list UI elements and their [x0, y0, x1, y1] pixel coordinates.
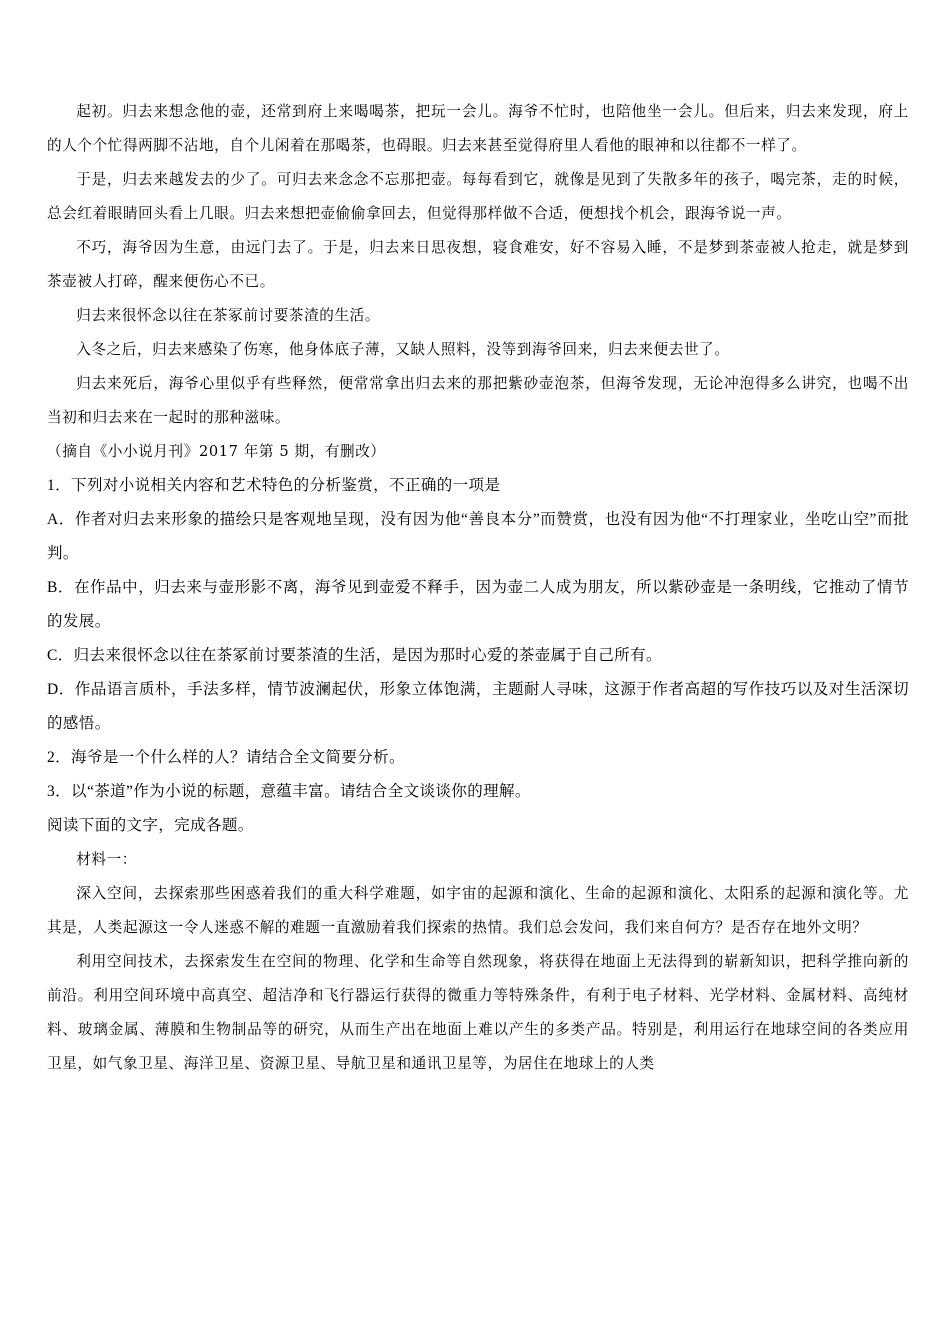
story-paragraph-3: 不巧，海爷因为生意，由远门去了。于是，归去来日思夜想，寝食难安，好不容易入睡，不是梦到茶壶被人抢走，就是梦到茶壶被人打碎，醒来便伤心不已。	[47, 239, 909, 290]
story-paragraph-5: 入冬之后，归去来感染了伤寒，他身体底子薄，又缺人照料，没等到海爷回来，归去来便去世了。	[76, 341, 730, 358]
question-2: 2．海爷是一个什么样的人？请结合全文简要分析。	[47, 749, 405, 766]
reading-instruction: 阅读下面的文字，完成各题。	[47, 817, 254, 834]
option-a: A．作者对归去来形象的描绘只是客观地呈现，没有因为他“善良本分”而赞赏，也没有因为他“不打理家业，坐吃山空”而批判。	[47, 511, 909, 562]
story-paragraph-6: 归去来死后，海爷心里似乎有些释然，便常常拿出归去来的那把紫砂壶泡茶，但海爷发现，无论冲泡得多么讲究，也喝不出当初和归去来在一起时的那种滋味。	[47, 375, 909, 426]
question-3: 3．以“茶道”作为小说的标题，意蕴丰富。请结合全文谈谈你的理解。	[47, 783, 531, 800]
option-d: D．作品语言质朴，手法多样，情节波澜起伏，形象立体饱满，主题耐人寻味，这源于作者高超的写作技巧以及对生活深切的感悟。	[47, 681, 909, 732]
material-paragraph-1: 深入空间，去探索那些困惑着我们的重大科学难题，如宇宙的起源和演化、生命的起源和演化、太阳系的起源和演化等。尤其是，人类起源这一令人迷惑不解的难题一直激励着我们探索的热情。我们总会发问，我们来自何方？是否存在地外文明？	[47, 885, 909, 936]
story-paragraph-4: 归去来很怀念以往在茶冢前讨要茶渣的生活。	[76, 307, 381, 324]
question-1: 1．下列对小说相关内容和艺术特色的分析鉴赏，不正确的一项是	[47, 477, 501, 494]
story-source: （摘自《小小说月刊》2017 年第 5 期，有删改）	[47, 443, 386, 460]
material-paragraph-2: 利用空间技术，去探索发生在空间的物理、化学和生命等自然现象，将获得在地面上无法得到的崭新知识，把科学推向新的前沿。利用空间环境中高真空、超洁净和飞行器运行获得的微重力等特殊条件，有利于电子材料、光学材料、金属材料、高纯材料、玻璃金属、薄膜和生物制品等的研究，从而生产出在地面上难以产生的多类产品。特别是，利用运行在地球空间的各类应用卫星，如气象卫星、海洋卫星、资源卫星、导航卫星和通讯卫星等，为居住在地球上的人类	[47, 953, 909, 1072]
document-page	[47, 95, 909, 1081]
story-paragraph-2: 于是，归去来越发去的少了。可归去来念念不忘那把壶。每每看到它，就像是见到了失散多年的孩子，喝完茶，走的时候，总会红着眼睛回头看上几眼。归去来想把壶偷偷拿回去，但觉得那样做不合适，便想找个机会，跟海爷说一声。	[47, 171, 909, 222]
story-paragraph-1: 起初。归去来想念他的壶，还常到府上来喝喝茶，把玩一会儿。海爷不忙时，也陪他坐一会儿。但后来，归去来发现，府上的人个个忙得两脚不沾地，自个儿闲着在那喝茶，也碍眼。归去来甚至觉得府里人看他的眼神和以往都不一样了。	[47, 103, 909, 154]
option-c: C．归去来很怀念以往在茶冢前讨要茶渣的生活，是因为那时心爱的茶壶属于自己所有。	[47, 647, 662, 664]
option-b: B．在作品中，归去来与壶形影不离，海爷见到壶爱不释手，因为壶二人成为朋友，所以紫砂壶是一条明线，它推动了情节的发展。	[47, 579, 909, 630]
material-label: 材料一：	[76, 851, 137, 868]
